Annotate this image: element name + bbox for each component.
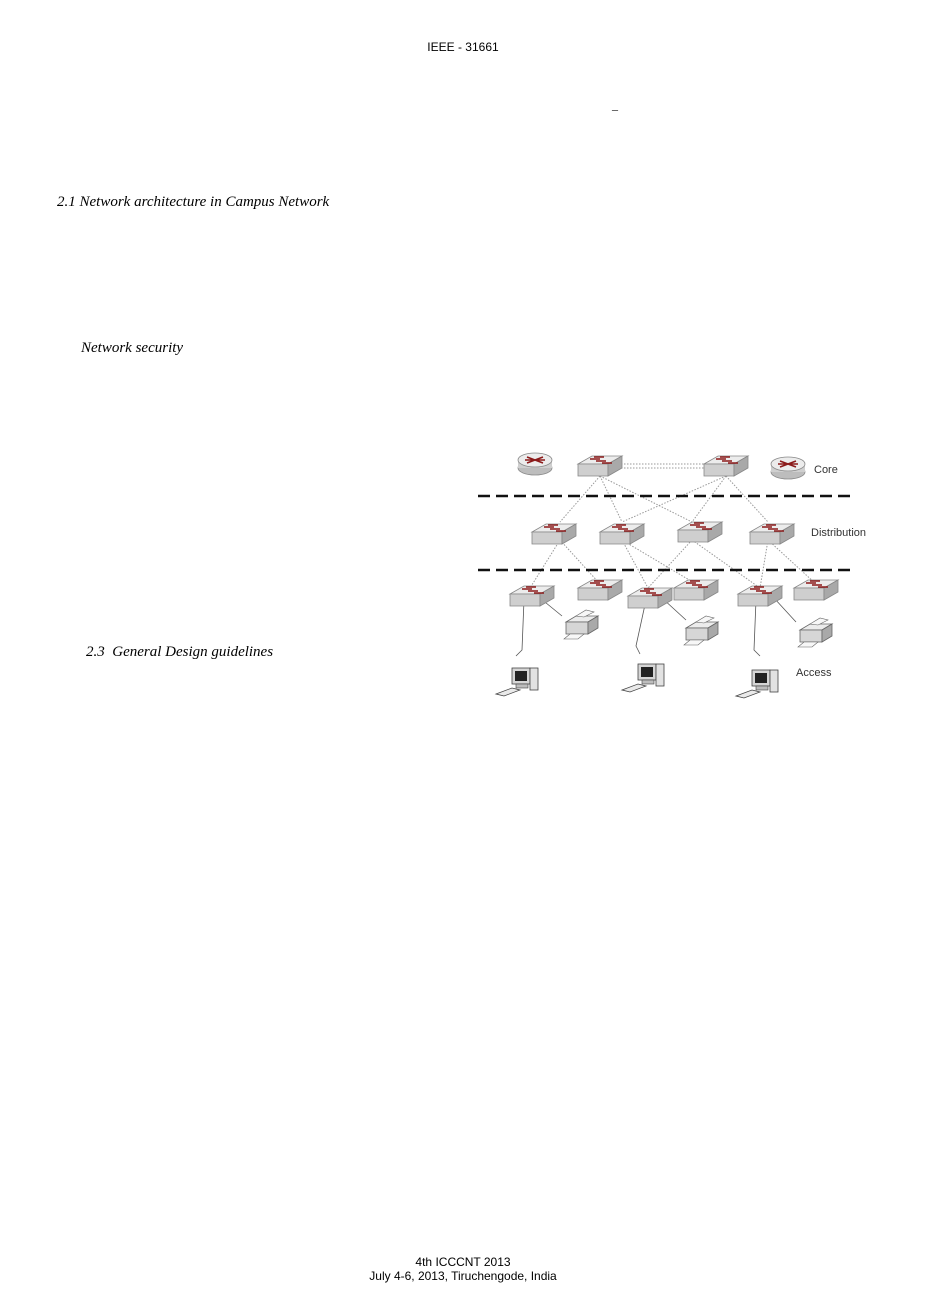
page-footer [0, 1255, 926, 1283]
computer-2-icon [622, 664, 664, 692]
core-switch-left-icon [578, 456, 622, 476]
access-switch-5-icon [738, 586, 782, 606]
distribution-switch-3-icon [678, 522, 722, 542]
layer-label-access: Access [796, 667, 832, 679]
layer-label-core: Core [814, 464, 838, 476]
access-switch-3-icon [628, 588, 672, 608]
footer-date-location: July 4-6, 2013, Tiruchengode, India [369, 1269, 557, 1283]
footer-conference: 4th ICCCNT 2013 [415, 1255, 511, 1269]
printer-1-icon [564, 610, 598, 639]
core-switch-right-icon [704, 456, 748, 476]
access-switch-2-icon [578, 580, 622, 600]
page-header: IEEE - 31661 [427, 40, 499, 54]
campus-network-diagram [470, 440, 890, 715]
access-switch-4-icon [674, 580, 718, 600]
printer-3-icon [798, 618, 832, 647]
distribution-switch-2-icon [600, 524, 644, 544]
printer-2-icon [684, 616, 718, 645]
subsection-heading-network-security: Network security [81, 340, 184, 356]
core-router-right-icon [771, 457, 805, 479]
core-router-left-icon [518, 453, 552, 475]
computer-3-icon [736, 670, 778, 698]
stray-mark: _ [612, 98, 618, 112]
access-switch-1-icon [510, 586, 554, 606]
distribution-switch-4-icon [750, 524, 794, 544]
access-switch-6-icon [794, 580, 838, 600]
distribution-switch-1-icon [532, 524, 576, 544]
layer-label-distribution: Distribution [811, 527, 867, 539]
computer-1-icon [496, 668, 538, 696]
section-heading-network-architecture: 2.1 Network architecture in Campus Network [57, 194, 330, 210]
section-heading-general-design: 2.3 General Design guidelines [86, 644, 274, 660]
